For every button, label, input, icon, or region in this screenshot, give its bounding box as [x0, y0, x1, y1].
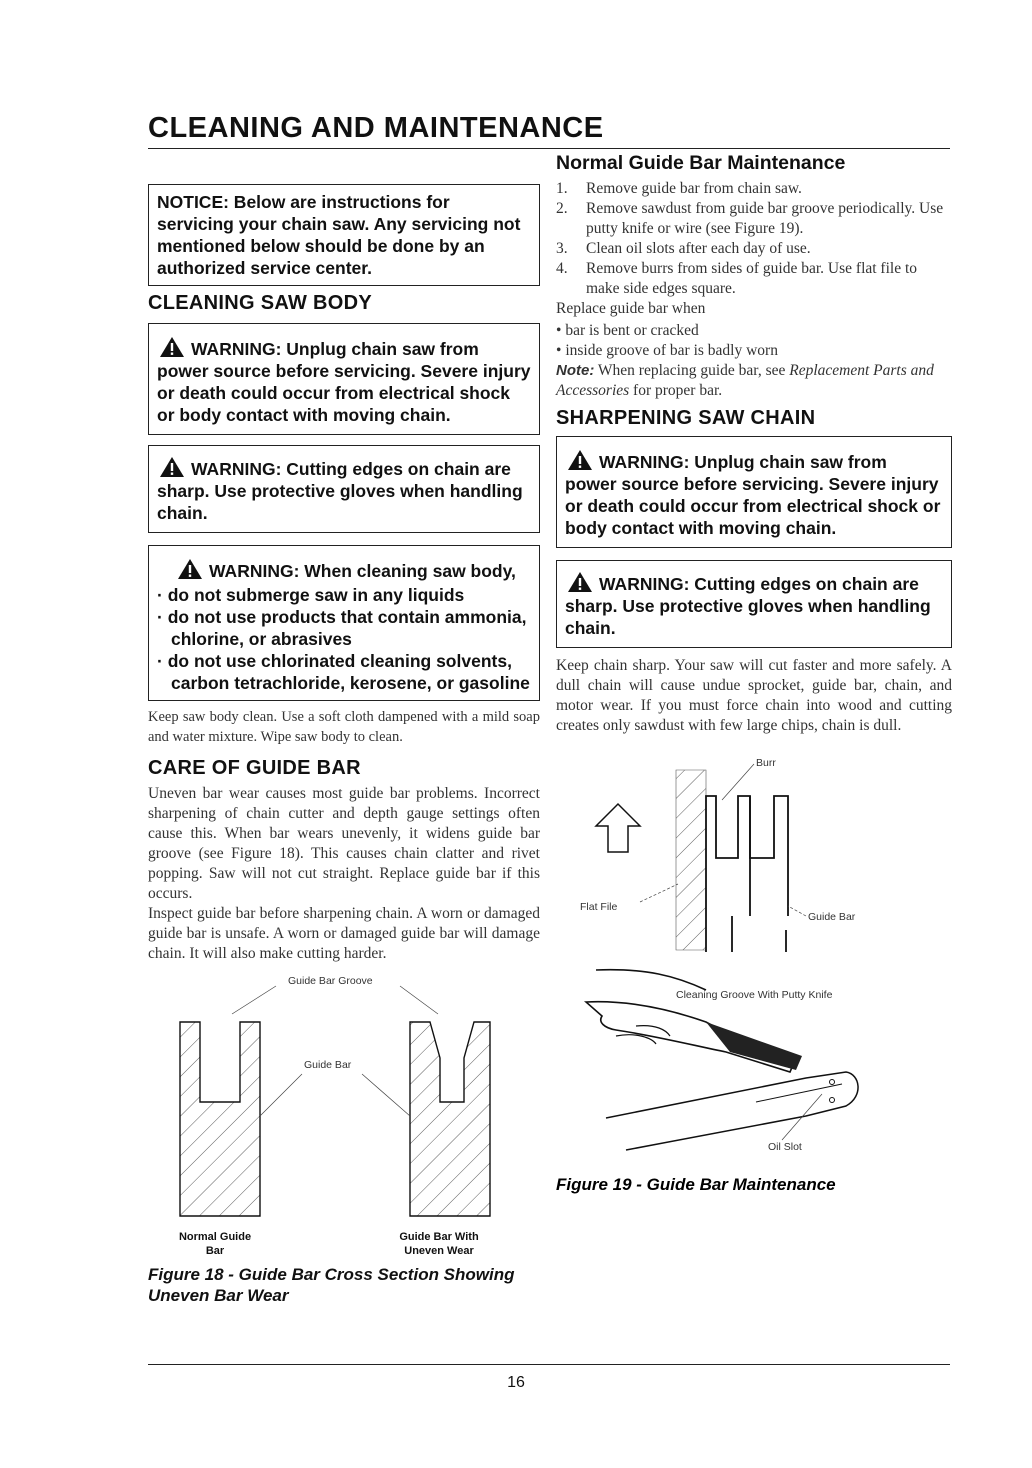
label-cleaning-groove: Cleaning Groove With Putty Knife: [676, 989, 833, 1001]
maintenance-steps-list: [556, 179, 952, 299]
warning-cutting-text: WARNING: Cutting edges on chain are sharp. Use protective gloves when handling chain.: [157, 459, 523, 523]
note-text-2: for proper bar.: [629, 382, 723, 399]
figure-19-caption: Figure 19 - Guide Bar Maintenance: [556, 1175, 836, 1194]
care-paragraph-1: Uneven bar wear causes most guide bar problems. Incorrect sharpening of chain cutter and depth gauge settings often cause this. When bar wears unevenly, it widens guide bar groove (see Figure 18). This causes chain clatter and rivet popping. Saw will not cut straight. Replace guide bar if this occurs.: [148, 785, 540, 902]
list-item: • inside groove of bar is badly worn: [556, 342, 778, 359]
note-reference: Replacement Parts and Accessories: [556, 362, 934, 399]
warning-unplug-box: [148, 323, 540, 435]
list-item: 4. Remove burrs from sides of guide bar. Use flat file to make side edges square.: [556, 260, 918, 297]
leader-line: [722, 764, 754, 800]
list-item: · do not use products that contain ammonia, chlorine, or abrasives: [157, 607, 527, 649]
label-oil-slot: Oil Slot: [768, 1141, 802, 1153]
figure-18-diagram: [148, 970, 540, 1230]
warning-cutting-text-2: WARNING: Cutting edges on chain are sharp. Use protective gloves when handling chain.: [565, 574, 931, 638]
warning-cleaning-title: WARNING: When cleaning saw body,: [209, 561, 516, 581]
right-column: [556, 152, 952, 1240]
warning-triangle-icon: [567, 449, 593, 471]
label-flat-file: Flat File: [580, 901, 618, 913]
warning-cleaning-box: [148, 545, 540, 701]
cleaning-saw-body-heading: CLEANING SAW BODY: [148, 292, 372, 314]
normal-guide-bar-shape: [180, 1022, 260, 1216]
oil-slot-hole: [830, 1080, 835, 1085]
warning-cutting-box: [148, 445, 540, 533]
note-text-1: When replacing guide bar, see: [594, 362, 790, 379]
warning-triangle-icon: [177, 558, 203, 580]
figure-18-sublabels: [148, 1230, 540, 1260]
leader-line: [640, 884, 678, 902]
putty-knife-shape: [586, 1002, 796, 1072]
figure-18-caption: Figure 18 - Guide Bar Cross Section Showing Uneven Bar Wear: [148, 1265, 515, 1305]
warning-unplug-box-2: [556, 436, 952, 548]
flat-file-shape: [676, 770, 706, 950]
label-normal-bar: Bar: [205, 1245, 225, 1257]
normal-maintenance-heading: Normal Guide Bar Maintenance: [556, 152, 846, 174]
oil-slot-hole: [830, 1098, 835, 1103]
label-burr: Burr: [756, 757, 776, 769]
leader-line: [362, 1074, 410, 1116]
leader-line: [788, 906, 806, 916]
list-item: 3. Clean oil slots after each day of use.: [556, 240, 811, 257]
warning-unplug-text-2: WARNING: Unplug chain saw from power source before servicing. Severe injury or death could occur from electrical shock or body contact with moving chain.: [565, 452, 941, 538]
care-paragraph-2: Inspect guide bar before sharpening chain. A worn or damaged guide bar is unsafe. A worn or damaged guide bar will damage chain. It will also make cutting harder.: [148, 905, 540, 962]
warning-cleaning-list: [157, 584, 531, 694]
worn-guide-bar-shape: [410, 1022, 490, 1216]
page-number: 16: [507, 1374, 525, 1391]
guide-bar-section: [750, 796, 788, 916]
hand-outline: [596, 970, 706, 990]
label-guide-bar: Guide Bar: [304, 1059, 352, 1071]
leader-line: [232, 986, 276, 1014]
list-item: 1. Remove guide bar from chain saw.: [556, 180, 802, 197]
left-column: [148, 160, 540, 1306]
sharpening-heading: SHARPENING SAW CHAIN: [556, 407, 816, 429]
replace-list: [556, 321, 952, 361]
replace-intro: Replace guide bar when: [556, 300, 706, 317]
warning-triangle-icon: [159, 456, 185, 478]
list-item: · do not use chlorinated cleaning solvents, carbon tetrachloride, kerosene, or gasoline: [157, 651, 530, 693]
guide-bar-section: [706, 796, 750, 916]
leader-line: [260, 1074, 302, 1116]
notice-box: [148, 184, 540, 286]
bottom-rule: [148, 1364, 950, 1365]
list-item: · do not submerge saw in any liquids: [157, 585, 465, 605]
list-item: • bar is bent or cracked: [556, 322, 699, 339]
leader-line: [782, 1094, 822, 1140]
arrow-up-icon: [596, 804, 640, 852]
warning-unplug-text: WARNING: Unplug chain saw from power source before servicing. Severe injury or death could occur from electrical shock or body contact with moving chain.: [157, 339, 531, 425]
warning-triangle-icon: [159, 336, 185, 358]
care-guide-bar-heading: CARE OF GUIDE BAR: [148, 757, 361, 779]
list-item: 2. Remove sawdust from guide bar groove periodically. Use putty knife or wire (see Figure 19).: [556, 200, 944, 237]
guide-bar-outline: [606, 1072, 858, 1150]
label-guide-bar-with: Guide Bar With: [399, 1231, 479, 1243]
notice-text: NOTICE: Below are instructions for servicing your chain saw. Any servicing not mentioned below should be done by an authorized service center.: [157, 192, 521, 278]
label-guide-bar-19: Guide Bar: [808, 911, 856, 923]
figure-19-diagram: [556, 740, 952, 1240]
warning-triangle-icon: [567, 571, 593, 593]
page-title: CLEANING AND MAINTENANCE: [148, 112, 604, 144]
sharpening-text: Keep chain sharp. Your saw will cut faster and more safely. A dull chain will cause undue sprocket, guide bar, chain, and motor wear. If you must force chain into wood and cutting creates only sawdust with few large chips, chain is dull.: [556, 657, 952, 734]
label-normal-guide: Normal Guide: [178, 1231, 252, 1243]
title-rule: [148, 148, 950, 149]
note-paragraph: [556, 361, 952, 401]
note-label: Note:: [556, 362, 595, 379]
clean-body-text: Keep saw body clean. Use a soft cloth dampened with a mild soap and water mixture. Wipe saw body to clean.: [148, 709, 540, 745]
label-uneven-wear: Uneven Wear: [404, 1245, 474, 1257]
leader-line: [400, 986, 438, 1014]
warning-cutting-box-2: [556, 560, 952, 648]
label-guide-bar-groove: Guide Bar Groove: [288, 975, 373, 987]
